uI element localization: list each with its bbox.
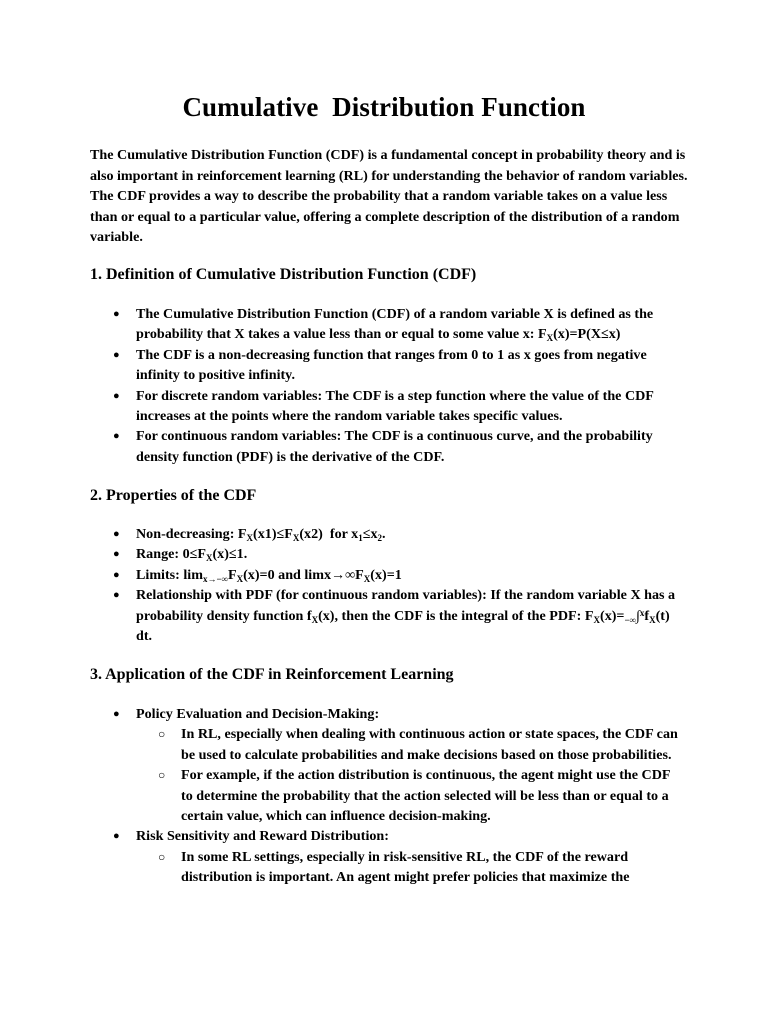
section-3-list — [0, 704, 684, 888]
sub-bullet-text: In RL, especially when dealing with continuous action or state spaces, the CDF can be used to calculate probabilities and make decisions based on those probabilities. — [181, 726, 678, 763]
intro-paragraph: The Cumulative Distribution Function (CDF) is a fundamental concept in probability theory and is also important in reinforcement learning (RL) for understanding the behavior of random variables. The CDF provides a way to describe the probability that a random variable takes on a value less than or equal to a particular value, offering a complete description of the distribution of a random variable. — [90, 147, 688, 245]
list-item: ● Limits: $\lim_{x\to-\infty}F_X(x)=0$ and $\lim x\to\infty F_X(x)=1$ — [113, 566, 402, 584]
list-item — [0, 386, 684, 427]
sub-list — [0, 724, 684, 826]
section-1-list — [0, 304, 684, 467]
bullet-text: Policy Evaluation and Decision-Making: — [136, 706, 380, 722]
bullet-icon: ● — [113, 528, 120, 540]
bullet-icon: ● — [113, 389, 120, 402]
bullet-icon: ● — [113, 568, 120, 581]
bullet-text: The Cumulative Distribution Function (CDF) of a random variable X is defined as the probability that X takes a value less than or equal to some value x: — [136, 306, 654, 343]
section-3-heading: 3. Application of the CDF in Reinforcement Learning — [90, 666, 454, 683]
bullet-icon: ● — [113, 308, 120, 320]
bullet-text: Risk Sensitivity and Reward Distribution: — [136, 828, 389, 845]
page-title: Cumulative Distribution Function — [182, 92, 586, 122]
list-item: ● Non-decreasing: $F_X(x1)\le F_X(x2)$ for $x_1\le x_2$. — [113, 526, 386, 543]
section-1-heading: 1. Definition of Cumulative Distribution Function (CDF) — [90, 266, 477, 283]
bullet-icon: ● — [113, 589, 120, 602]
bullet-text: For discrete random variables: The CDF is a step function where the value of the CDF increases at the points where the random variable takes specific values. — [136, 387, 654, 425]
bullet-text: The CDF is a non-decreasing function that ranges from 0 to 1 as x goes from negative infinity to positive infinity. — [136, 346, 647, 384]
list-item — [0, 826, 684, 887]
sub-list-item — [0, 724, 684, 765]
hollow-bullet-icon: ○ — [158, 849, 166, 864]
bullet-icon: ● — [113, 830, 120, 843]
bullet-icon: ● — [113, 348, 120, 361]
sub-list — [0, 847, 684, 888]
bullet-icon: ● — [113, 548, 120, 561]
section-2-list — [0, 524, 684, 646]
sub-bullet-text: For example, if the action distribution is continuous, the agent might use the CDF to determine the probability that the action selected will be less than or equal to a certain value, which can influence decision-making. — [181, 767, 670, 825]
list-item — [0, 426, 684, 467]
hollow-bullet-icon: ○ — [158, 727, 166, 742]
list-item — [0, 304, 684, 345]
sub-bullet-text: In some RL settings, especially in risk-sensitive RL, the CDF of the reward distribution is important. An agent might prefer policies that maximize the — [181, 848, 630, 886]
list-item — [0, 704, 684, 826]
bullet-icon: ● — [113, 708, 120, 720]
bullet-icon: ● — [113, 430, 120, 443]
cdf-formula: $F_X(x)=P(X\le x)$ — [537, 326, 621, 344]
sub-list-item — [0, 765, 684, 826]
sub-list-item — [0, 847, 684, 888]
list-item — [0, 345, 684, 386]
hollow-bullet-icon: ○ — [158, 768, 166, 783]
list-item: ● Range: $0\le F_X(x)\le 1$. — [113, 546, 248, 564]
bullet-text: For continuous random variables: The CDF is a continuous curve, and the probability density function (PDF) is the derivative of the CDF. — [136, 428, 653, 465]
list-item: ● Relationship with PDF (for continuous random variables): If the random variable X has a probability density function $f_X(x)$, then the CDF is the integral of the PDF: $F_X(x)=_{-\infty}\int^xf_X(t)$ dt. — [113, 587, 676, 645]
section-2-heading: 2. Properties of the CDF — [90, 487, 257, 504]
